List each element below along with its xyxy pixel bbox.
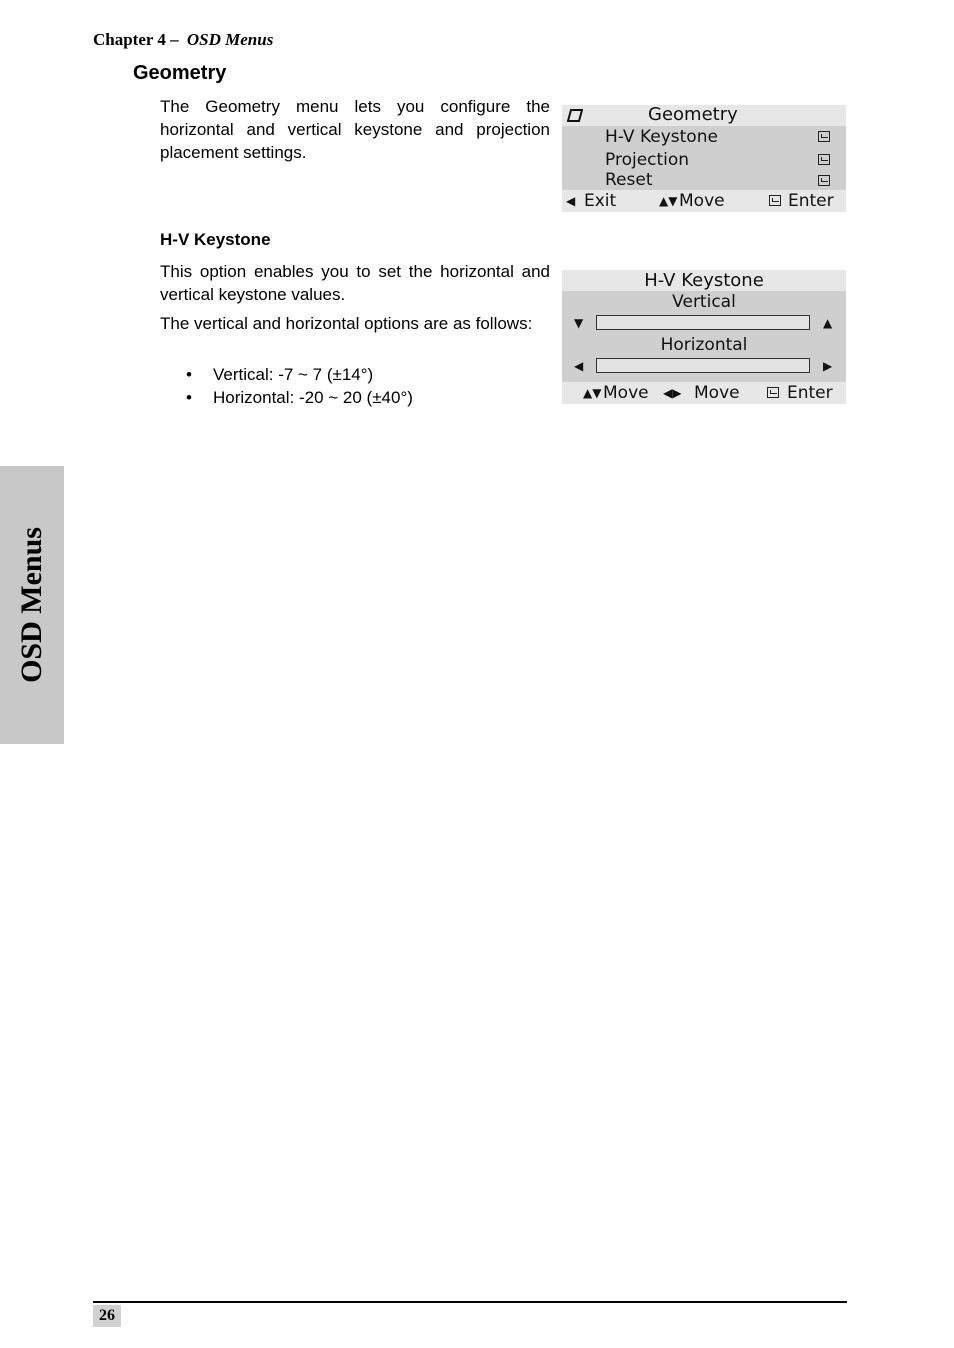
keystone-osd-menu — [562, 270, 846, 404]
footer-enter: Enter — [787, 383, 833, 403]
chapter-label: Chapter 4 – — [93, 30, 179, 49]
down-arrow-icon[interactable]: ▼ — [574, 316, 584, 330]
enter-icon — [818, 175, 830, 186]
chapter-tab-label: OSD Menus — [15, 527, 48, 683]
bullet-vertical: Vertical: -7 ~ 7 (±14°) — [213, 365, 374, 384]
subsection-para-1: This option enables you to set the horizontal and vertical keystone values. — [160, 262, 550, 304]
footer-exit: Exit — [584, 191, 617, 211]
parallelogram-icon — [567, 109, 583, 122]
menu-item-reset[interactable]: Reset — [605, 170, 653, 190]
osd-footer — [562, 382, 846, 404]
range-list — [160, 363, 413, 409]
enter-icon — [818, 131, 830, 142]
footer-rule — [93, 1301, 847, 1303]
osd-footer — [562, 190, 846, 212]
left-right-arrow-icon: ◀▶ — [663, 386, 682, 400]
left-arrow-icon[interactable]: ◀ — [574, 359, 584, 373]
vertical-slider[interactable] — [596, 315, 810, 330]
footer-enter: Enter — [788, 191, 834, 211]
menu-item-hv-keystone[interactable]: H-V Keystone — [605, 127, 718, 147]
osd-title: Geometry — [648, 104, 738, 125]
up-down-arrow-icon: ▲▼ — [659, 194, 678, 208]
section-title: Geometry — [133, 62, 227, 84]
up-arrow-icon[interactable]: ▲ — [823, 316, 833, 330]
horizontal-label: Horizontal — [660, 335, 748, 355]
footer-move: Move — [679, 191, 725, 211]
geometry-osd-menu — [562, 105, 846, 212]
left-arrow-icon: ◀ — [566, 194, 576, 208]
enter-icon — [767, 387, 779, 398]
list-item: • Vertical: -7 ~ 7 (±14°) — [186, 365, 374, 384]
horizontal-slider[interactable] — [596, 358, 810, 373]
bullet-horizontal: Horizontal: -20 ~ 20 (±40°) — [213, 388, 413, 407]
vertical-label: Vertical — [672, 292, 736, 312]
enter-icon — [769, 195, 781, 206]
subsection-title: H-V Keystone — [160, 230, 271, 249]
footer-move-horizontal: Move — [694, 383, 740, 403]
osd-title: H-V Keystone — [644, 270, 764, 291]
enter-icon — [818, 154, 830, 165]
chapter-header — [93, 30, 273, 50]
up-down-arrow-icon: ▲▼ — [583, 386, 602, 400]
section-intro: The Geometry menu lets you configure the horizontal and vertical keystone and projection placement settings. — [160, 97, 550, 162]
list-item: • Horizontal: -20 ~ 20 (±40°) — [186, 388, 413, 407]
subsection-para-2: The vertical and horizontal options are as follows: — [160, 314, 533, 333]
chapter-title: OSD Menus — [186, 30, 274, 49]
right-arrow-icon[interactable]: ▶ — [823, 359, 833, 373]
footer-move-vertical: Move — [603, 383, 649, 403]
page-number: 26 — [93, 1305, 121, 1327]
menu-item-projection[interactable]: Projection — [605, 150, 690, 170]
